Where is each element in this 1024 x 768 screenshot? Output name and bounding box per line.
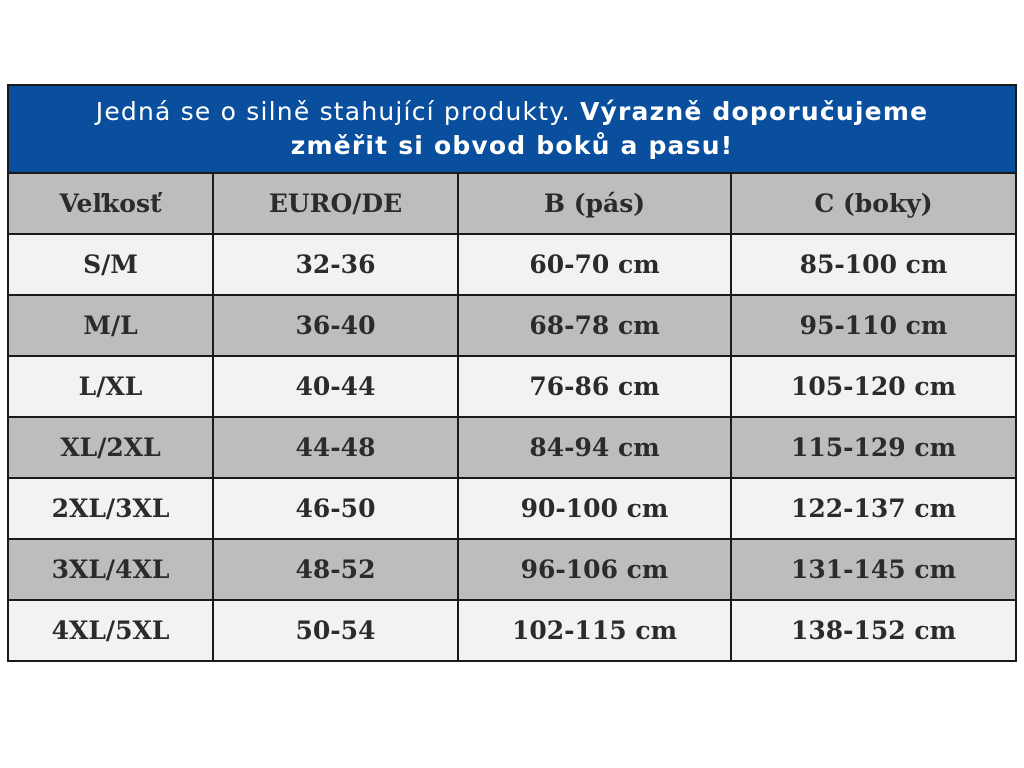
cell-euro-de: 44-48 [213, 417, 458, 478]
cell-euro-de: 32-36 [213, 234, 458, 295]
table-row [9, 234, 1015, 295]
cell-hips: 131-145 cm [731, 539, 1015, 600]
table-header-row [9, 174, 1015, 234]
cell-hips: 95-110 cm [731, 295, 1015, 356]
cell-waist: 68-78 cm [458, 295, 731, 356]
header-size: Veľkosť [9, 174, 213, 234]
banner-text-bold: Výrazně doporučujeme [579, 97, 929, 126]
table-row [9, 356, 1015, 417]
table-row [9, 600, 1015, 660]
cell-euro-de: 50-54 [213, 600, 458, 660]
table-row [9, 417, 1015, 478]
cell-euro-de: 48-52 [213, 539, 458, 600]
cell-size: 3XL/4XL [9, 539, 213, 600]
cell-size: M/L [9, 295, 213, 356]
cell-euro-de: 46-50 [213, 478, 458, 539]
table-row [9, 478, 1015, 539]
cell-size: 2XL/3XL [9, 478, 213, 539]
table-row [9, 539, 1015, 600]
header-euro-de: EURO/DE [213, 174, 458, 234]
cell-size: XL/2XL [9, 417, 213, 478]
size-table [9, 174, 1015, 660]
warning-banner [9, 86, 1015, 174]
cell-size: L/XL [9, 356, 213, 417]
cell-hips: 105-120 cm [731, 356, 1015, 417]
table-row [9, 295, 1015, 356]
cell-waist: 60-70 cm [458, 234, 731, 295]
cell-waist: 90-100 cm [458, 478, 731, 539]
cell-hips: 85-100 cm [731, 234, 1015, 295]
cell-hips: 122-137 cm [731, 478, 1015, 539]
header-hips: C (boky) [731, 174, 1015, 234]
cell-waist: 96-106 cm [458, 539, 731, 600]
cell-size: S/M [9, 234, 213, 295]
cell-size: 4XL/5XL [9, 600, 213, 660]
size-chart [7, 84, 1017, 662]
banner-text-normal: Jedná se o silně stahující produkty. [95, 97, 571, 126]
cell-hips: 138-152 cm [731, 600, 1015, 660]
cell-waist: 84-94 cm [458, 417, 731, 478]
cell-euro-de: 36-40 [213, 295, 458, 356]
banner-text-line2: změřit si obvod boků a pasu! [290, 131, 734, 160]
cell-waist: 76-86 cm [458, 356, 731, 417]
cell-euro-de: 40-44 [213, 356, 458, 417]
header-waist: B (pás) [458, 174, 731, 234]
cell-hips: 115-129 cm [731, 417, 1015, 478]
cell-waist: 102-115 cm [458, 600, 731, 660]
